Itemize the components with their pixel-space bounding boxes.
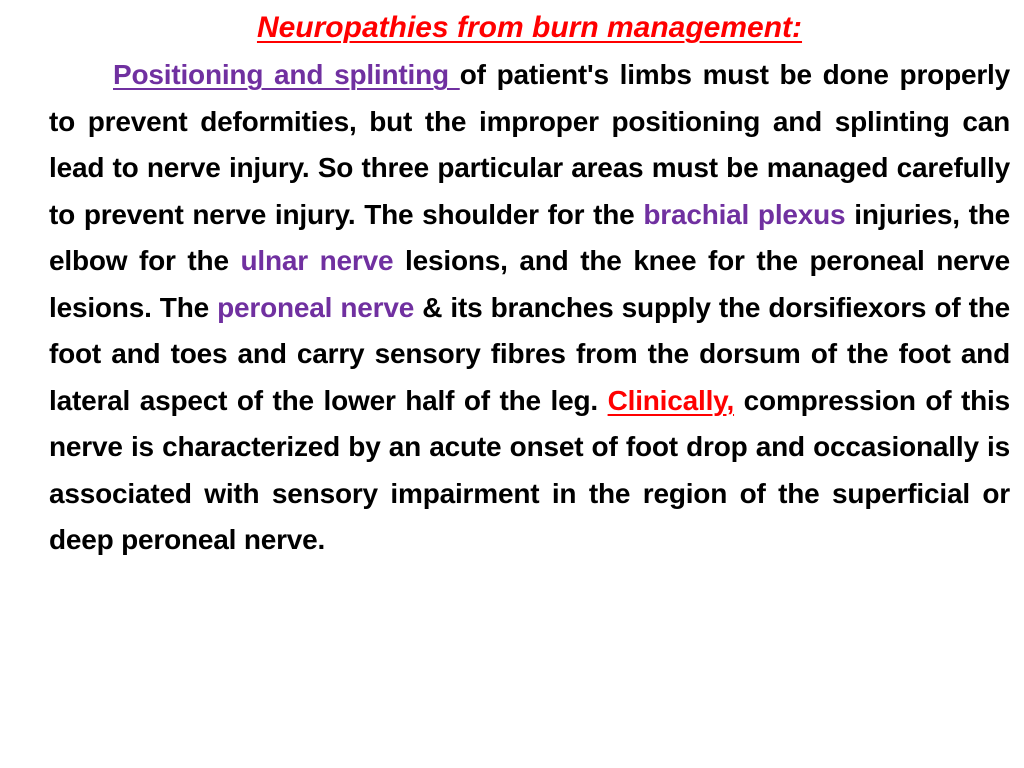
body-text-5: compression of this nerve is characterized by an acute onset of foot drop and occasionally is associated with sensory impairment in the region of the superficial or deep peroneal nerve.	[49, 384, 1010, 555]
term-brachial-plexus: brachial plexus	[643, 198, 846, 230]
body-text-4: & its branches supply the dorsifiexors of the foot and toes and carry sensory fibres from the dorsum of the foot and lateral aspect of the lower half of the leg.	[49, 291, 1010, 416]
term-peroneal-nerve: peroneal nerve	[217, 291, 415, 323]
body-paragraph	[49, 52, 1010, 564]
body-text-3: lesions, and the knee for the peroneal nerve lesions. The	[49, 245, 1010, 323]
body-text-2: injuries, the elbow for the	[49, 198, 1010, 276]
slide-title: Neuropathies from burn management:	[256, 11, 803, 44]
term-ulnar-nerve: ulnar nerve	[240, 245, 394, 276]
term-clinically: Clinically,	[607, 384, 735, 416]
term-positioning-and-splinting: Positioning and splinting	[113, 59, 460, 90]
body-text-1: of patient's limbs must be done properly to prevent deformities, but the improper positioning and splinting can lead to nerve injury. So three particular areas must be managed carefully to prevent nerve injury. The shoulder for the	[49, 59, 1010, 230]
